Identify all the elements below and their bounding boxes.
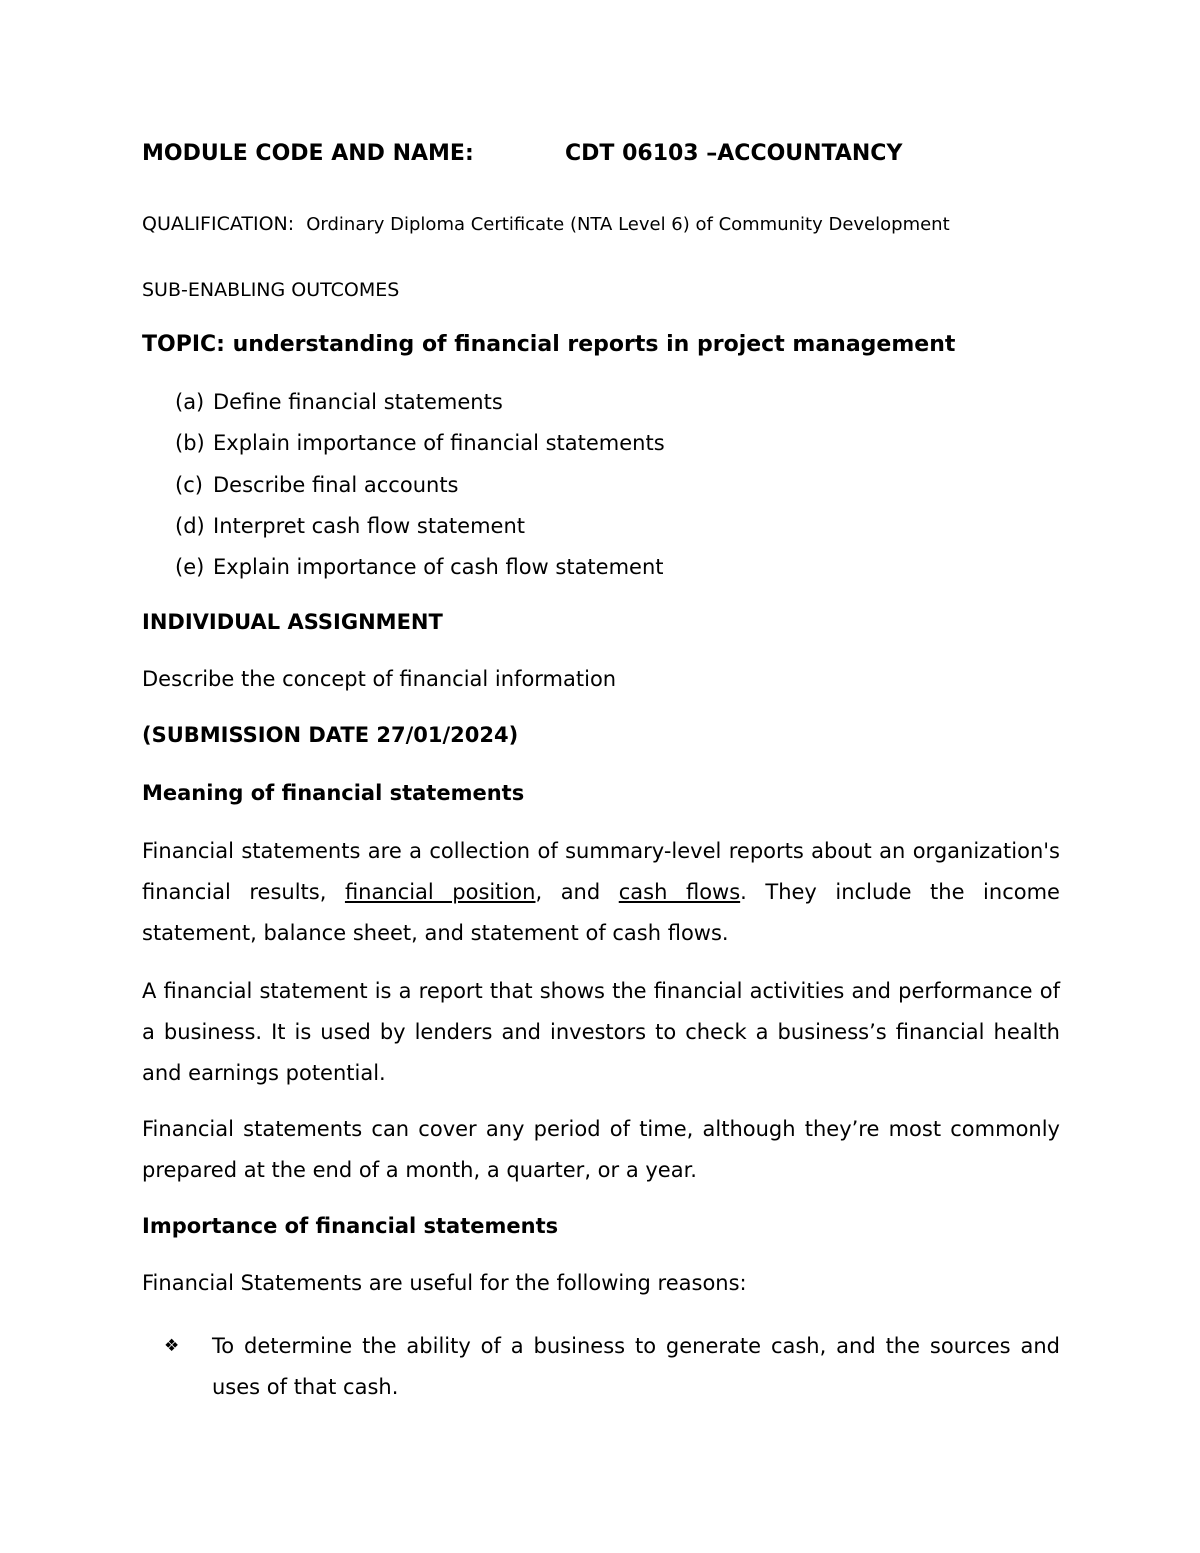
- list-text: Describe final accounts: [213, 472, 459, 497]
- qualification-line: [142, 212, 1022, 237]
- bullet-text: To determine the ability of a business to generate cash, and the sources and uses of that cash.: [212, 1334, 1060, 1399]
- diamond-bullet-icon: ❖: [164, 1336, 180, 1356]
- submission-date: (SUBMISSION DATE 27/01/2024): [142, 723, 519, 747]
- outcomes-list: [175, 388, 665, 594]
- list-item: [175, 512, 665, 553]
- paragraph-text: , and: [535, 880, 619, 904]
- qualification-label: QUALIFICATION:: [142, 213, 295, 235]
- list-item: [175, 429, 665, 470]
- cash-flows-link[interactable]: cash flows: [618, 880, 741, 904]
- list-item: [175, 471, 665, 512]
- list-marker: (e): [175, 555, 205, 580]
- meaning-heading: Meaning of financial statements: [142, 781, 525, 805]
- assignment-heading: INDIVIDUAL ASSIGNMENT: [142, 610, 443, 634]
- importance-bullet: [164, 1326, 1060, 1408]
- list-text: Interpret cash flow statement: [213, 513, 526, 538]
- importance-intro: Financial Statements are useful for the following reasons:: [142, 1271, 747, 1295]
- qualification-value: Ordinary Diploma Certificate (NTA Level 6) of Community Development: [306, 214, 950, 235]
- list-item: [175, 388, 665, 429]
- list-text: Explain importance of financial statements: [213, 431, 665, 456]
- module-line: [142, 141, 1060, 166]
- paragraph-text: . They include the income statement, balance sheet, and statement of cash flows.: [142, 880, 1060, 945]
- list-item: [175, 553, 665, 594]
- meaning-paragraph-3: Financial statements can cover any period of time, although they’re most commonly prepared at the end of a month, a quarter, or a year.: [142, 1117, 1060, 1182]
- list-marker: (b): [175, 431, 205, 456]
- meaning-paragraph-2: A financial statement is a report that shows the financial activities and performance of a business. It is used by lenders and investors to check a business’s financial health and earnings potential.: [142, 979, 1060, 1085]
- paragraph-text: Financial statements are a collection of summary-level reports about an organization's financial results,: [142, 839, 1060, 904]
- assignment-task: Describe the concept of financial information: [142, 667, 617, 691]
- list-text: Explain importance of cash flow statement: [213, 555, 664, 580]
- meaning-paragraph-1: [142, 831, 1060, 954]
- module-label: MODULE CODE AND NAME:: [142, 141, 474, 166]
- financial-position-link[interactable]: financial position: [344, 880, 536, 904]
- sub-enabling-heading: SUB-ENABLING OUTCOMES: [142, 279, 400, 301]
- list-marker: (c): [175, 472, 203, 497]
- importance-heading: Importance of financial statements: [142, 1214, 559, 1238]
- list-marker: (a): [175, 390, 205, 414]
- list-text: Define financial statements: [213, 390, 503, 414]
- module-value: CDT 06103 –ACCOUNTANCY: [565, 141, 903, 166]
- topic-heading: TOPIC: understanding of financial reports in project management: [142, 332, 956, 357]
- list-marker: (d): [175, 513, 205, 538]
